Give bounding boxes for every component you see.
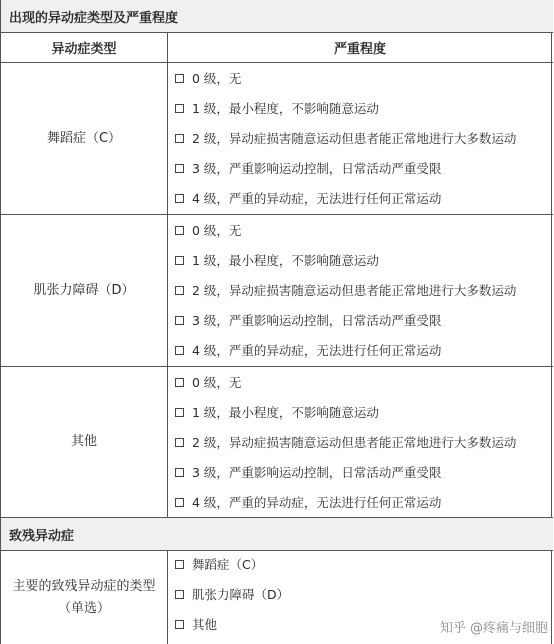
disabling-type-cell — [1, 551, 167, 644]
option-text: 0 级，无 — [192, 71, 242, 86]
column-header-severity — [167, 33, 553, 63]
option-other-3[interactable] — [175, 460, 441, 484]
checkbox-icon[interactable] — [175, 286, 184, 295]
column-divider — [167, 551, 168, 644]
option-dystonia-0[interactable] — [175, 218, 241, 242]
checkbox-icon[interactable] — [175, 316, 184, 325]
option-text: 舞蹈症（C） — [192, 557, 264, 572]
option-text: 0 级，无 — [192, 375, 242, 390]
option-chorea-0[interactable] — [175, 66, 241, 90]
column-header-severity-text: 严重程度 — [333, 42, 386, 57]
option-text: 3 级，严重影响运动控制，日常活动严重受限 — [192, 161, 442, 176]
column-divider — [167, 33, 168, 517]
option-dystonia-1[interactable] — [175, 248, 379, 272]
option-text: 1 级，最小程度，不影响随意运动 — [192, 253, 379, 268]
option-text: 4 级，严重的异动症，无法进行任何正常运动 — [192, 495, 442, 510]
checkbox-icon[interactable] — [175, 164, 184, 173]
option-chorea-4[interactable] — [175, 186, 441, 210]
option-other-2[interactable] — [175, 430, 516, 454]
disabling-option-dystonia[interactable] — [175, 582, 289, 606]
checkbox-icon[interactable] — [175, 438, 184, 447]
checkbox-icon[interactable] — [175, 346, 184, 355]
option-text: 2 级，异动症损害随意运动但患者能正常地进行大多数运动 — [192, 435, 517, 450]
type-label: 肌张力障碍（D） — [33, 282, 135, 298]
checkbox-icon[interactable] — [175, 620, 184, 629]
option-other-4[interactable] — [175, 490, 441, 514]
checkbox-icon[interactable] — [175, 74, 184, 83]
option-dystonia-4[interactable] — [175, 338, 441, 362]
checkbox-icon[interactable] — [175, 468, 184, 477]
checkbox-icon[interactable] — [175, 378, 184, 387]
option-chorea-2[interactable] — [175, 126, 516, 150]
option-text: 0 级，无 — [192, 223, 242, 238]
column-header-type-text: 异动症类型 — [51, 42, 117, 57]
type-label: 其他 — [70, 434, 97, 449]
section-title-disabling — [1, 517, 553, 551]
option-chorea-1[interactable] — [175, 96, 379, 120]
option-text: 2 级，异动症损害随意运动但患者能正常地进行大多数运动 — [192, 283, 517, 298]
option-chorea-3[interactable] — [175, 156, 441, 180]
section-title-text: 出现的异动症类型及严重程度 — [9, 10, 179, 26]
option-dystonia-2[interactable] — [175, 278, 516, 302]
checkbox-icon[interactable] — [175, 498, 184, 507]
disabling-option-other[interactable] — [175, 612, 217, 636]
option-text: 1 级，最小程度，不影响随意运动 — [192, 101, 379, 116]
column-header-type — [1, 33, 167, 63]
type-cell-chorea — [1, 63, 167, 214]
option-other-0[interactable] — [175, 370, 241, 394]
section-title-text: 致残异动症 — [9, 528, 75, 544]
option-text: 2 级，异动症损害随意运动但患者能正常地进行大多数运动 — [192, 131, 517, 146]
checkbox-icon[interactable] — [175, 194, 184, 203]
disabling-option-chorea[interactable] — [175, 552, 263, 576]
type-cell-dystonia — [1, 215, 167, 366]
type-label: 舞蹈症（C） — [46, 130, 122, 146]
option-dystonia-3[interactable] — [175, 308, 441, 332]
option-text: 3 级，严重影响运动控制，日常活动严重受限 — [192, 313, 442, 328]
checkbox-icon[interactable] — [175, 256, 184, 265]
option-text: 4 级，严重的异动症，无法进行任何正常运动 — [192, 191, 442, 206]
option-text: 其他 — [192, 617, 218, 632]
option-text: 4 级，严重的异动症，无法进行任何正常运动 — [192, 343, 442, 358]
checkbox-icon[interactable] — [175, 408, 184, 417]
checkbox-icon[interactable] — [175, 134, 184, 143]
checkbox-icon[interactable] — [175, 590, 184, 599]
option-text: 3 级，严重影响运动控制，日常活动严重受限 — [192, 465, 442, 480]
checkbox-icon[interactable] — [175, 226, 184, 235]
checkbox-icon[interactable] — [175, 104, 184, 113]
checkbox-icon[interactable] — [175, 560, 184, 569]
option-text: 肌张力障碍（D） — [192, 587, 290, 602]
type-cell-other — [1, 367, 167, 517]
disabling-label-single-choice: （单选） — [57, 600, 110, 616]
option-other-1[interactable] — [175, 400, 379, 424]
section-title-dyskinesia-types — [1, 0, 553, 33]
watermark: 知乎 @疼痛与细胞 — [439, 621, 548, 636]
disabling-label: 主要的致残异动症的类型 — [12, 578, 156, 594]
option-text: 1 级，最小程度，不影响随意运动 — [192, 405, 379, 420]
